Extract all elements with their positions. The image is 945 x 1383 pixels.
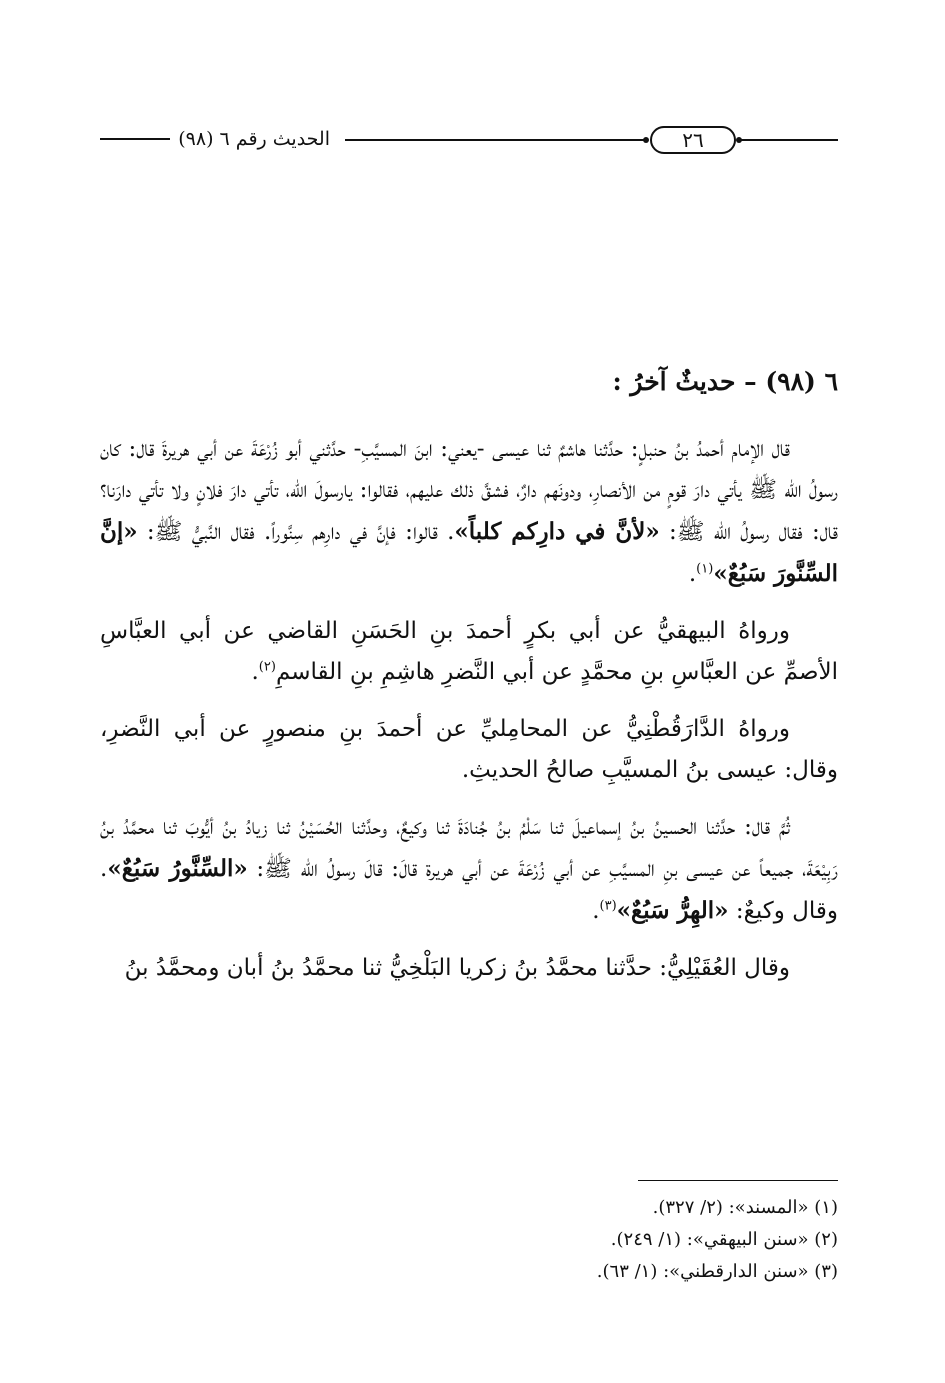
header-rule-left — [345, 139, 645, 141]
paragraph — [100, 807, 838, 932]
header-ornament-dot-left — [643, 137, 649, 143]
hadith-quote: «الهِرُّ سَبُعٌ» — [616, 897, 729, 924]
text-run: ورواهُ البيهقيُّ عن أبي بكرٍ أحمدَ بنِ الحَسَنِ القاضي عن أبي العبَّاسِ الأصمِّ عن العبَّاسِ بنِ محمَّدٍ عن أبي النَّضرِ هاشِمِ بنِ القاسمِ — [100, 618, 838, 685]
hadith-quote: «إنَّ السِّنَّورَ سَبُعٌ» — [100, 518, 838, 587]
section-heading: ٦ (٩٨) – حديثٌ آخرُ : — [612, 367, 838, 396]
text-run: وقال العُقَيْلِيُّ: حدَّثنا محمَّدُ بنُ زكريا البَلْخِيُّ ثنا محمَّدُ بنُ أبان ومحمَّدُ بنُ — [124, 955, 790, 981]
paragraph — [100, 611, 838, 693]
footnote-ref: (٢) — [258, 659, 276, 675]
text-run: . وقال وكيعٌ: — [100, 856, 838, 924]
hadith-quote: «لأنَّ في دارِكم كلباً» — [454, 518, 660, 545]
header-dash-rule — [100, 138, 170, 140]
text-run: . — [251, 659, 259, 685]
footnotes — [100, 1192, 838, 1288]
running-header — [100, 125, 330, 153]
text-run: . قالوا: فإنَّ في دارِهم سِنَّوراً. فقال النَّبيُّ ﷺ: — [137, 519, 455, 545]
hadith-quote: «السِّنَّورُ سَبُعٌ» — [107, 855, 248, 882]
footnote-ref: (٣) — [599, 898, 617, 914]
footnote-separator — [638, 1180, 838, 1181]
text-run: قال الإمام أحمدُ بنُ حنبلٍ: حدَّثنا هاشمٌ ثنا عيسى -يعني: ابنَ المسيَّبِ- حدَّثني أبو زُرْعَةَ عن أبي هريرةَ قال: كان رسولُ الله ﷺ يأتي دارَ قومٍ من الأنصارِ، ودونَهم دارٌ، فشقَّ ذلك عليهم، فقالوا: يارسولَ الله، تأتي دارَ فلانٍ ولا تأتي دارَنا؟ قال: فقال رسولُ الله ﷺ: — [100, 436, 839, 545]
paragraph — [100, 948, 838, 989]
text-run: ورواهُ الدَّارَقُطْنِيُّ عن المحامِليِّ عن أحمدَ بنِ منصورٍ عن أبي النَّضرِ، وقال: عيسى بنُ المسيَّبِ صالحُ الحديثِ. — [100, 716, 838, 783]
text-run: . — [592, 898, 600, 924]
page-number-frame — [650, 126, 736, 154]
main-text — [100, 362, 838, 1005]
footnote-1: (١) «المسند»: (٢/ ٣٢٧). — [652, 1197, 838, 1218]
paragraphs — [100, 429, 838, 989]
text-run: ثُمَّ قال: حدَّثنا الحسينُ بنُ إسماعيلَ ثنا سَلْمُ بنُ جُنادَةَ ثنا وكيعٌ، وحدَّثنا الحُسَيْنُ ثنا زيادُ بنُ أيُّوبَ ثنا محمَّدُ بنُ رَبِيْعَةَ، جميعاً عن عيسى بنِ المسيَّبِ عن أبي زُرْعَةَ عن أبي هريرة قالَ: قالَ رسولُ الله ﷺ: — [100, 814, 839, 882]
header-rule-right — [740, 139, 838, 141]
footnote-3: (٣) «سنن الدارقطني»: (١/ ٦٣). — [596, 1261, 838, 1282]
footnote-ref: (١) — [696, 561, 714, 577]
text-run: . — [688, 561, 697, 587]
page-number: ٢٦ — [682, 128, 704, 152]
paragraph — [100, 709, 838, 791]
footnote-2: (٢) «سنن البيهقي»: (١/ ٢٤٩). — [610, 1229, 838, 1250]
paragraph — [100, 429, 838, 595]
running-title: الحديث رقم ٦ (٩٨) — [178, 128, 330, 150]
